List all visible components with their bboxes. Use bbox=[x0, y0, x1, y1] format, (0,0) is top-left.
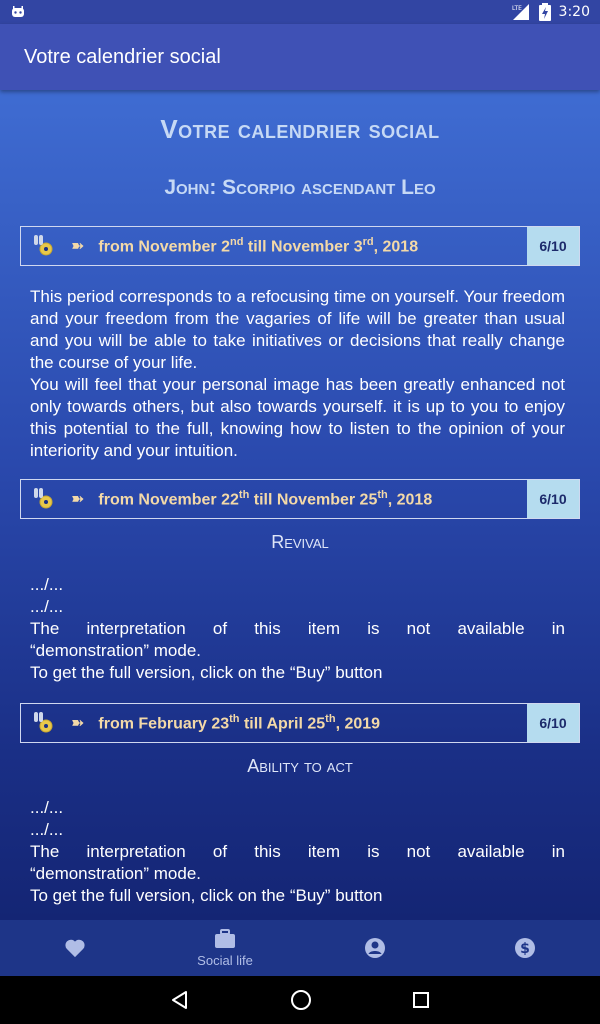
page-title: Votre calendrier social bbox=[160, 114, 440, 144]
demo-text: “demonstration” mode. bbox=[30, 641, 202, 660]
period-header-main bbox=[21, 480, 527, 518]
period-score: 6/10 bbox=[527, 480, 579, 518]
period-header[interactable] bbox=[20, 226, 580, 266]
planet-gear-icon bbox=[31, 486, 57, 512]
account-icon bbox=[364, 937, 386, 959]
briefcase-icon bbox=[214, 929, 236, 949]
page-subtitle: John: Scorpio ascendant Leo bbox=[164, 176, 436, 199]
content-scroll[interactable] bbox=[0, 90, 600, 920]
period-header-main bbox=[21, 704, 527, 742]
description-paragraph: This period corresponds to a refocusing time on yourself. Your freedom and your freedom from the vagaries of life will be greater than usual and you will be able to take initiatives or decisions that really change the course of your life. bbox=[30, 287, 565, 372]
section-title: Ability to act bbox=[247, 756, 353, 776]
nav-label: Social life bbox=[197, 952, 253, 968]
android-notification-icon bbox=[10, 4, 26, 20]
svg-text:LTE: LTE bbox=[511, 5, 522, 12]
period-header[interactable] bbox=[20, 479, 580, 519]
description-paragraph: You will feel that your personal image has been greatly enhanced not only towards others, but also towards yourself. it is up to you to enjoy this potential to the full, knowing how to listen to the opinion of your interiority and your intuition. bbox=[30, 375, 565, 460]
demo-text: To get the full version, click on the “Buy” button bbox=[30, 886, 383, 905]
ellipsis: .../... bbox=[30, 820, 64, 839]
nav-item-finance[interactable] bbox=[450, 920, 600, 976]
system-navigation-bar bbox=[0, 976, 600, 1024]
planet-gear-icon bbox=[31, 233, 57, 259]
arrow-right-icon: ➽ bbox=[71, 238, 85, 255]
demo-text: To get the full version, click on the “Buy” button bbox=[30, 663, 383, 682]
app-bar bbox=[0, 24, 600, 90]
signal-icon bbox=[511, 3, 531, 21]
clock: 3:20 bbox=[558, 4, 590, 20]
demo-text: The interpretation of this item is not available in bbox=[30, 842, 565, 861]
period-score: 6/10 bbox=[527, 227, 579, 265]
nav-item-profile[interactable] bbox=[300, 920, 450, 976]
ellipsis: .../... bbox=[30, 575, 64, 594]
nav-item-love[interactable] bbox=[0, 920, 150, 976]
recents-icon[interactable] bbox=[412, 991, 430, 1009]
period-dates: from November 22th till November 25th, 2018 bbox=[98, 488, 433, 509]
heart-icon bbox=[64, 938, 86, 958]
period-header[interactable] bbox=[20, 703, 580, 743]
status-bar bbox=[0, 0, 600, 24]
ellipsis: .../... bbox=[30, 597, 64, 616]
demo-text: “demonstration” mode. bbox=[30, 864, 202, 883]
section-title: Revival bbox=[271, 532, 329, 552]
period-dates: from February 23th till April 25th, 2019 bbox=[98, 712, 381, 733]
period-dates: from November 2nd till November 3rd, 2018 bbox=[98, 235, 419, 256]
demo-notice bbox=[30, 574, 565, 684]
demo-text: The interpretation of this item is not available in bbox=[30, 619, 565, 638]
ellipsis: .../... bbox=[30, 798, 64, 817]
arrow-right-icon: ➽ bbox=[71, 715, 85, 732]
nav-item-social-life[interactable] bbox=[150, 920, 300, 976]
back-icon[interactable] bbox=[170, 990, 190, 1010]
planet-gear-icon bbox=[31, 710, 57, 736]
svg-text:$: $ bbox=[520, 941, 530, 957]
period-description bbox=[30, 286, 565, 462]
battery-icon bbox=[539, 3, 551, 21]
period-header-main bbox=[21, 227, 527, 265]
bottom-navigation bbox=[0, 920, 600, 976]
demo-notice bbox=[30, 797, 565, 907]
dollar-icon bbox=[514, 937, 536, 959]
period-score: 6/10 bbox=[527, 704, 579, 742]
home-icon[interactable] bbox=[290, 989, 312, 1011]
app-title: Votre calendrier social bbox=[24, 45, 221, 68]
arrow-right-icon: ➽ bbox=[71, 491, 85, 508]
